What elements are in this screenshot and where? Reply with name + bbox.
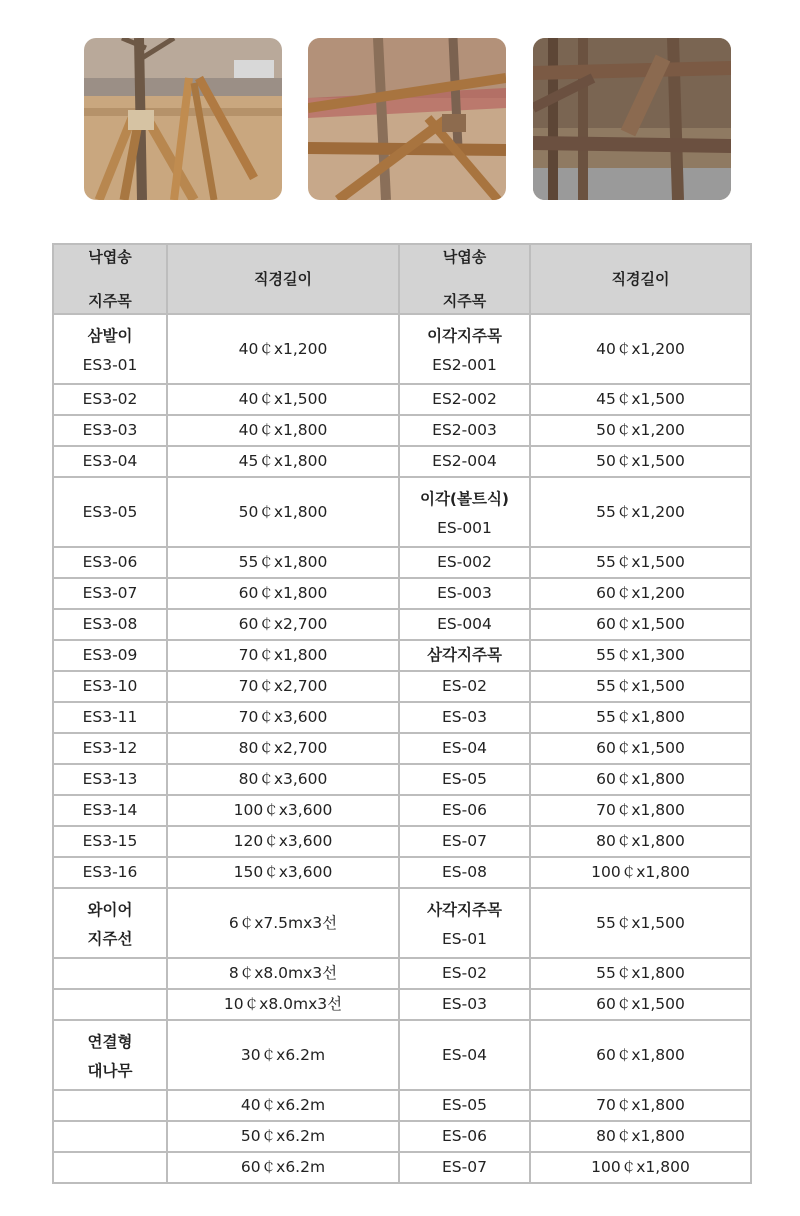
product-code-cell: ES3-02 <box>53 384 167 415</box>
category-cell <box>53 1020 167 1090</box>
size-cell: 40￠x1,500 <box>167 384 399 415</box>
table-row <box>53 578 751 609</box>
product-code: ES-01 <box>442 930 487 948</box>
header-text: 낙엽송 <box>442 248 487 266</box>
size-cell: 8￠x8.0mx3선 <box>167 958 399 989</box>
category-cell <box>53 888 167 958</box>
product-code-cell: ES3-08 <box>53 609 167 640</box>
header-text: 지주목 <box>442 292 487 310</box>
product-code-cell: ES-003 <box>399 578 530 609</box>
size-cell: 60￠x2,700 <box>167 609 399 640</box>
product-code: ES-001 <box>437 519 492 537</box>
table-row <box>53 547 751 578</box>
size-cell: 55￠x1,800 <box>167 547 399 578</box>
product-code-cell: ES3-04 <box>53 446 167 477</box>
product-code-cell <box>399 888 530 958</box>
product-code-cell: ES-02 <box>399 958 530 989</box>
size-cell: 55￠x1,800 <box>530 702 751 733</box>
category-heading: 대나무 <box>87 1062 133 1080</box>
product-code-cell: ES-04 <box>399 733 530 764</box>
size-cell: 70￠x1,800 <box>167 640 399 671</box>
empty-cell <box>53 958 167 989</box>
size-cell: 60￠x1,200 <box>530 578 751 609</box>
product-code-cell: ES2-002 <box>399 384 530 415</box>
table-row <box>53 958 751 989</box>
size-cell: 60￠x1,800 <box>167 578 399 609</box>
table-row <box>53 888 751 958</box>
product-code-cell: ES-02 <box>399 671 530 702</box>
size-cell: 50￠x1,200 <box>530 415 751 446</box>
size-cell: 40￠x1,800 <box>167 415 399 446</box>
category-heading: 연결형 <box>87 1033 133 1051</box>
product-code-cell: ES3-03 <box>53 415 167 446</box>
table-row <box>53 415 751 446</box>
size-cell: 30￠x6.2m <box>167 1020 399 1090</box>
table-row <box>53 795 751 826</box>
size-cell: 70￠x2,700 <box>167 671 399 702</box>
size-cell: 100￠x3,600 <box>167 795 399 826</box>
size-cell: 70￠x1,800 <box>530 1090 751 1121</box>
product-code-cell: ES-07 <box>399 826 530 857</box>
product-code-cell: ES-03 <box>399 702 530 733</box>
category-heading: 이각(볼트식) <box>419 490 510 508</box>
table-row <box>53 733 751 764</box>
table-header-row <box>53 244 751 314</box>
product-code-cell: ES3-12 <box>53 733 167 764</box>
empty-cell <box>53 989 167 1020</box>
product-code-cell: ES-03 <box>399 989 530 1020</box>
table-row <box>53 702 751 733</box>
empty-cell <box>53 1121 167 1152</box>
size-cell: 150￠x3,600 <box>167 857 399 888</box>
product-code-cell: ES3-13 <box>53 764 167 795</box>
size-cell: 80￠x3,600 <box>167 764 399 795</box>
product-code-cell: ES-06 <box>399 795 530 826</box>
size-cell: 100￠x1,800 <box>530 857 751 888</box>
category-heading: 와이어 <box>87 901 133 919</box>
size-cell: 55￠x1,200 <box>530 477 751 547</box>
table-row <box>53 1121 751 1152</box>
category-heading: 사각지주목 <box>427 901 502 919</box>
size-cell: 60￠x1,500 <box>530 609 751 640</box>
size-cell: 10￠x8.0mx3선 <box>167 989 399 1020</box>
table-row <box>53 609 751 640</box>
product-code-cell: ES3-05 <box>53 477 167 547</box>
photo-bipod-support <box>308 38 506 200</box>
category-cell: 삼각지주목 <box>399 640 530 671</box>
product-code-cell: ES2-004 <box>399 446 530 477</box>
table-row <box>53 314 751 384</box>
table-row <box>53 671 751 702</box>
product-code-cell: ES3-16 <box>53 857 167 888</box>
table-row <box>53 640 751 671</box>
product-code-cell: ES-06 <box>399 1121 530 1152</box>
size-cell: 60￠x1,800 <box>530 764 751 795</box>
table-row <box>53 857 751 888</box>
product-code-cell: ES-08 <box>399 857 530 888</box>
header-size-right: 직경길이 <box>530 244 751 314</box>
product-code-cell: ES-05 <box>399 764 530 795</box>
product-code-cell: ES3-09 <box>53 640 167 671</box>
product-code-cell: ES2-003 <box>399 415 530 446</box>
size-cell: 55￠x1,800 <box>530 958 751 989</box>
table-row <box>53 477 751 547</box>
category-heading: 지주선 <box>87 930 133 948</box>
product-code-cell: ES-05 <box>399 1090 530 1121</box>
product-code-cell: ES3-15 <box>53 826 167 857</box>
size-cell: 50￠x1,500 <box>530 446 751 477</box>
table-row <box>53 1090 751 1121</box>
size-cell: 55￠x1,500 <box>530 888 751 958</box>
product-code: ES3-01 <box>82 356 138 374</box>
product-code-cell: ES3-06 <box>53 547 167 578</box>
category-heading: 이각지주목 <box>427 327 502 345</box>
size-cell: 70￠x3,600 <box>167 702 399 733</box>
header-size-left: 직경길이 <box>167 244 399 314</box>
size-cell: 45￠x1,500 <box>530 384 751 415</box>
size-cell: 120￠x3,600 <box>167 826 399 857</box>
product-code: ES2-001 <box>432 356 497 374</box>
product-code-cell <box>399 477 530 547</box>
size-cell: 80￠x1,800 <box>530 826 751 857</box>
product-code-cell: ES3-11 <box>53 702 167 733</box>
size-cell: 60￠x1,500 <box>530 733 751 764</box>
spec-table <box>52 243 752 1184</box>
product-code-cell: ES-04 <box>399 1020 530 1090</box>
size-cell: 70￠x1,800 <box>530 795 751 826</box>
product-code-cell <box>53 314 167 384</box>
product-code-cell <box>399 314 530 384</box>
size-cell: 50￠x6.2m <box>167 1121 399 1152</box>
table-row <box>53 384 751 415</box>
size-cell: 60￠x1,500 <box>530 989 751 1020</box>
table-row <box>53 446 751 477</box>
size-cell: 80￠x2,700 <box>167 733 399 764</box>
header-text: 낙엽송 <box>88 248 132 266</box>
product-code-cell: ES3-14 <box>53 795 167 826</box>
product-photos <box>84 38 732 200</box>
table-row <box>53 826 751 857</box>
size-cell: 40￠x6.2m <box>167 1090 399 1121</box>
size-cell: 80￠x1,800 <box>530 1121 751 1152</box>
header-text: 지주목 <box>88 292 132 310</box>
empty-cell <box>53 1090 167 1121</box>
product-code-cell: ES3-10 <box>53 671 167 702</box>
header-category-left <box>53 244 167 314</box>
size-cell: 40￠x1,200 <box>530 314 751 384</box>
size-cell: 60￠x6.2m <box>167 1152 399 1183</box>
header-category-right <box>399 244 530 314</box>
size-cell: 40￠x1,200 <box>167 314 399 384</box>
product-code-cell: ES-07 <box>399 1152 530 1183</box>
size-cell: 6￠x7.5mx3선 <box>167 888 399 958</box>
size-cell: 55￠x1,300 <box>530 640 751 671</box>
empty-cell <box>53 1152 167 1183</box>
product-code-cell: ES-004 <box>399 609 530 640</box>
size-cell: 50￠x1,800 <box>167 477 399 547</box>
table-row <box>53 989 751 1020</box>
product-code-cell: ES3-07 <box>53 578 167 609</box>
product-code-cell: ES-002 <box>399 547 530 578</box>
size-cell: 55￠x1,500 <box>530 547 751 578</box>
table-row <box>53 1020 751 1090</box>
size-cell: 45￠x1,800 <box>167 446 399 477</box>
category-heading: 삼발이 <box>87 327 133 345</box>
size-cell: 55￠x1,500 <box>530 671 751 702</box>
photo-tripod-support <box>84 38 282 200</box>
table-row <box>53 764 751 795</box>
table-row <box>53 1152 751 1183</box>
size-cell: 60￠x1,800 <box>530 1020 751 1090</box>
photo-square-support <box>533 38 731 200</box>
size-cell: 100￠x1,800 <box>530 1152 751 1183</box>
